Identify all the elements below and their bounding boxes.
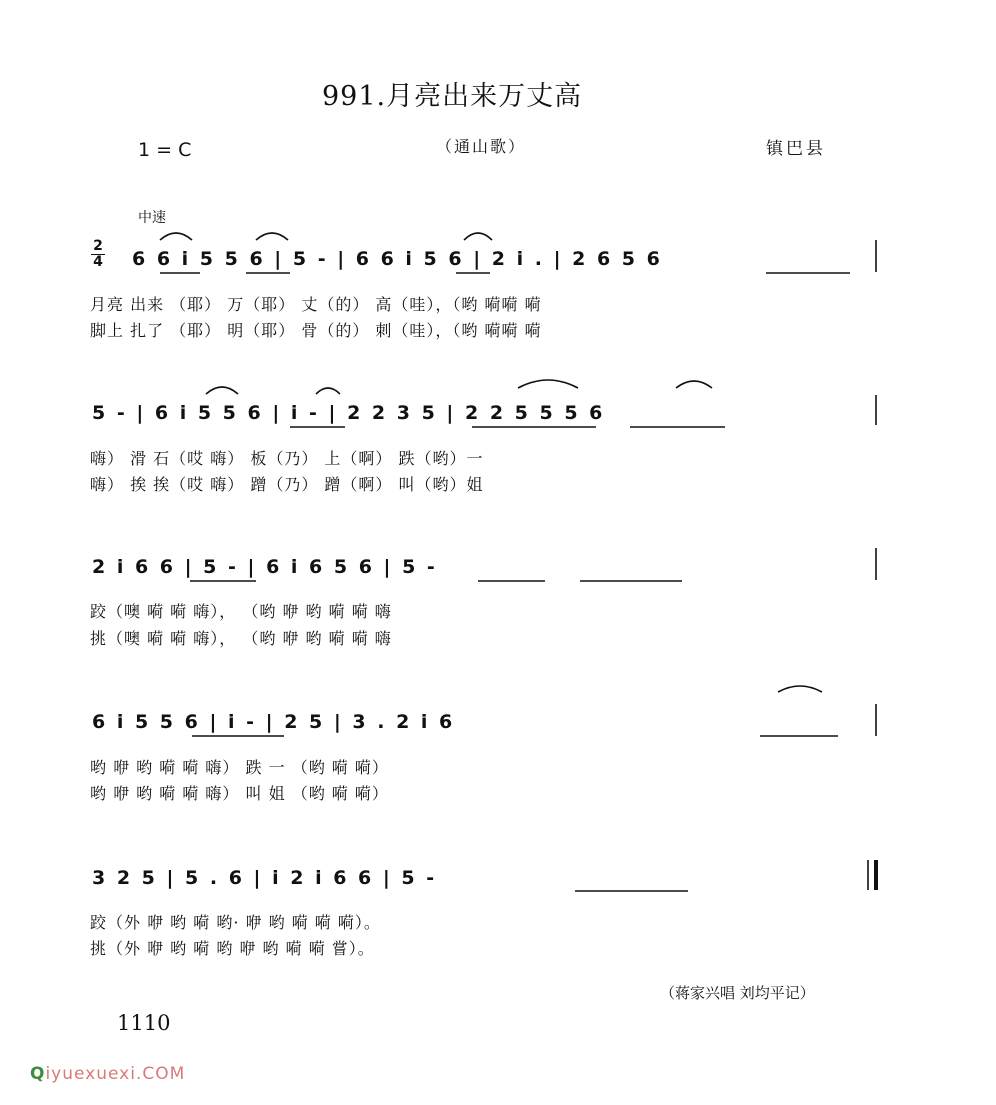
song-title: 991.月亮出来万丈高 xyxy=(322,81,583,112)
tempo-marking: 中速 xyxy=(138,210,166,226)
slur xyxy=(778,686,822,692)
lyrics-1-verse-2: 脚上 扎了 （耶） 明（耶） 骨（的） 刺（哇），（哟 嗬嗬 嗬 xyxy=(90,321,542,340)
performer-credits: （蒋家兴唱 刘均平记） xyxy=(660,984,815,1002)
watermark-prefix: Q xyxy=(30,1064,46,1084)
lyrics-5-verse-2: 挑（外 咿 哟 嗬 哟 咿 哟 嗬 嗬 嘗）。 xyxy=(90,939,375,958)
meter-bottom: 4 xyxy=(93,254,103,270)
slur xyxy=(256,233,288,240)
lyrics-2-verse-2: 嗨） 挨 挨（哎 嗨） 蹭（乃） 蹭（啊） 叫（哟）姐 xyxy=(90,475,484,494)
lyrics-4-verse-2: 哟 咿 哟 嗬 嗬 嗨） 叫 姐 （哟 嗬 嗬） xyxy=(90,784,389,803)
lyrics-5-verse-1: 跤（外 咿 哟 嗬 哟· 咿 哟 嗬 嗬 嗬）。 xyxy=(90,913,381,932)
page-number: 1110 xyxy=(117,1011,171,1035)
lyrics-3-verse-1: 跤（噢 嗬 嗬 嗨）， （哟 咿 哟 嗬 嗬 嗨 xyxy=(90,602,392,621)
notation-line-5: 3 2 5 | 5 . 6 | i 2 i 6 6 | 5 - xyxy=(92,867,437,889)
slur xyxy=(316,388,340,394)
lyrics-1-verse-1: 月亮 出来 （耶） 万（耶） 丈（的） 高（哇），（哟 嗬嗬 嗬 xyxy=(90,295,542,314)
notation-line-3: 2 i 6 6 | 5 - | 6 i 6 5 6 | 5 - xyxy=(92,556,437,578)
slur xyxy=(206,387,238,394)
site-watermark xyxy=(30,1064,185,1084)
lyrics-2-verse-1: 嗨） 滑 石（哎 嗨） 板（乃） 上（啊） 跌（哟）一 xyxy=(90,449,484,468)
slur xyxy=(160,233,192,240)
slur xyxy=(464,233,492,240)
meter-top: 2 xyxy=(93,238,103,254)
key-signature: 1 = C xyxy=(138,139,192,161)
lyrics-4-verse-1: 哟 咿 哟 嗬 嗬 嗨） 跌 一 （哟 嗬 嗬） xyxy=(90,758,389,777)
watermark-text: iyuexuexi.COM xyxy=(45,1064,186,1084)
slur xyxy=(518,380,578,388)
notation-line-4: 6 i 5 5 6 | i - | 2 5 | 3 . 2 i 6 xyxy=(92,711,455,733)
notation-line-2: 5 - | 6 i 5 5 6 | i - | 2 2 3 5 | 2 2 5 5 5 6 xyxy=(92,402,605,424)
lyrics-3-verse-2: 挑（噢 嗬 嗬 嗨）， （哟 咿 哟 嗬 嗬 嗨 xyxy=(90,629,392,648)
song-region: 镇巴县 xyxy=(766,139,826,159)
song-genre: （通山歌） xyxy=(436,137,527,156)
slur xyxy=(676,381,712,388)
notation-line-1: 6 6 i 5 5 6 | 5 - | 6 6 i 5 6 | 2 i . | 2 6 5 6 xyxy=(132,248,662,270)
